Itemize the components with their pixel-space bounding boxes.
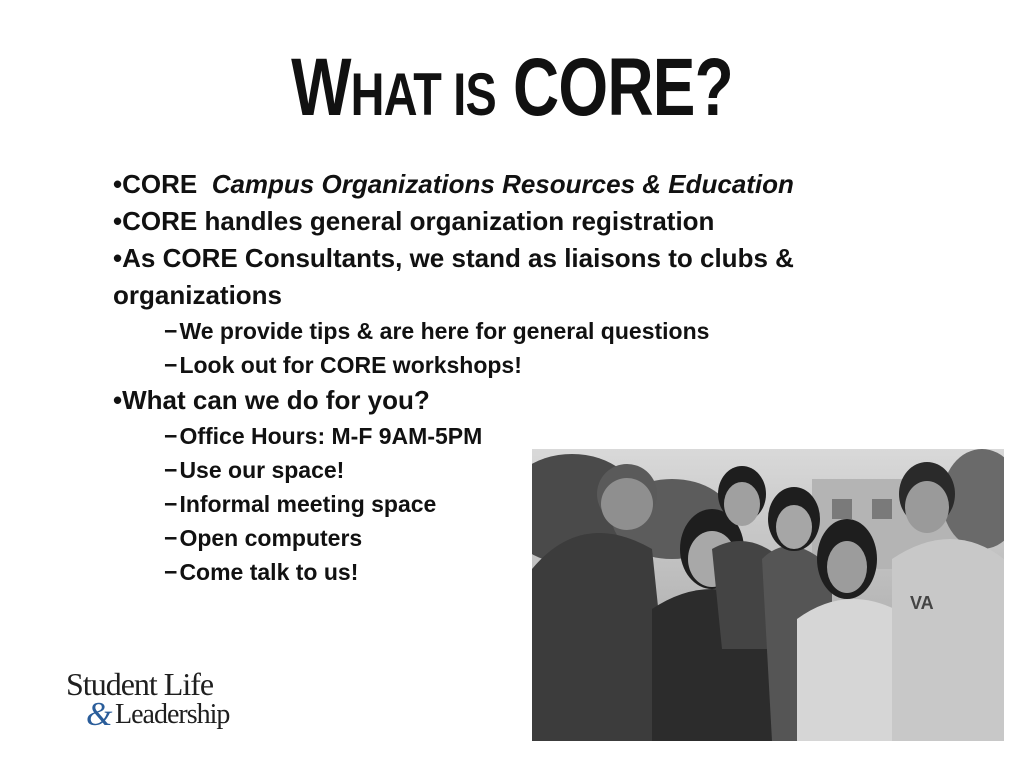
sub-bullet-text: We provide tips & are here for general questions	[179, 318, 710, 344]
logo-line-2: Leadership	[115, 699, 230, 730]
sub-bullet-workshops	[113, 348, 913, 382]
title-main-word: CORE?	[512, 42, 733, 133]
sub-bullet-text: Office Hours: M-F 9AM-5PM	[179, 423, 483, 449]
sub-bullet-dash: −	[164, 491, 178, 517]
bullet-text: What can we do for you?	[122, 385, 430, 415]
sub-bullet-text: Informal meeting space	[179, 491, 437, 517]
sub-bullet-text: Open computers	[179, 525, 363, 551]
logo-ampersand: &	[86, 696, 113, 733]
sub-bullet-text: Come talk to us!	[179, 559, 359, 585]
slide-title	[113, 40, 912, 143]
group-photo	[532, 449, 1004, 741]
sub-bullet-dash: −	[164, 457, 178, 483]
sub-bullet-tips	[113, 314, 913, 348]
title-lead-letter: W	[291, 42, 351, 133]
sub-bullet-dash: −	[164, 423, 178, 449]
sub-bullet-office-hours	[113, 419, 913, 453]
sub-bullet-dash: −	[164, 525, 178, 551]
bullet-registration	[113, 203, 913, 240]
bullet-dot: •	[113, 243, 123, 273]
student-life-leadership-logo	[66, 666, 266, 736]
group-photo-illustration	[532, 449, 1004, 741]
bullet-consultants	[113, 240, 913, 314]
bullet-dot: •	[113, 169, 123, 199]
sub-bullet-dash: −	[164, 318, 178, 344]
bullet-text: CORE	[122, 169, 198, 199]
title-small-caps: HAT IS	[350, 61, 496, 128]
sub-bullet-dash: −	[164, 352, 178, 378]
sub-bullet-text: Look out for CORE workshops!	[179, 352, 522, 378]
bullet-core-acronym	[113, 166, 913, 203]
bullet-text: As CORE Consultants, we stand as liaisons to clubs & organizations	[113, 243, 794, 310]
bullet-what-can-we-do	[113, 382, 913, 419]
sub-bullet-text: Use our space!	[179, 457, 345, 483]
bullet-italic-expansion: Campus Organizations Resources & Education	[211, 169, 794, 199]
logo-line-1: Student Life	[66, 666, 214, 702]
svg-text:VA: VA	[910, 593, 934, 613]
sub-bullet-dash: −	[164, 559, 178, 585]
bullet-dot: •	[113, 206, 123, 236]
bullet-text: CORE handles general organization registration	[122, 206, 715, 236]
bullet-dot: •	[113, 385, 123, 415]
